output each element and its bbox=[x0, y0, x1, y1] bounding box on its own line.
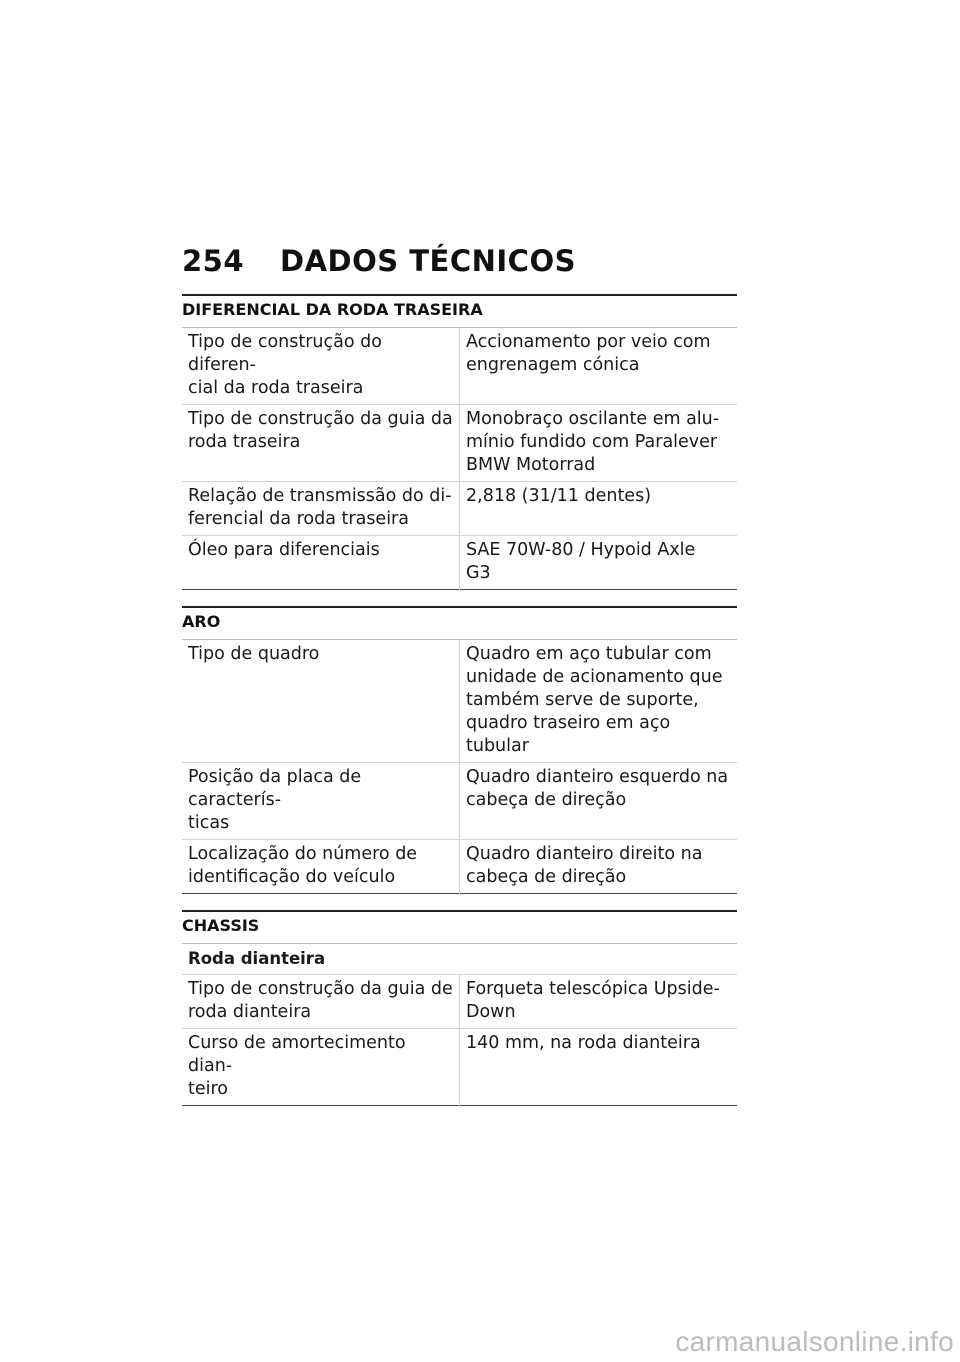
spec-label: Localização do número de identificação do veículo bbox=[182, 840, 460, 894]
spec-value: SAE 70W-80 / Hypoid Axle G3 bbox=[460, 536, 738, 590]
table-row bbox=[182, 536, 737, 590]
spec-content bbox=[182, 294, 737, 1106]
spec-label: Curso de amortecimento dian- teiro bbox=[182, 1029, 460, 1106]
section-chassis bbox=[182, 910, 737, 1106]
spec-label: Tipo de quadro bbox=[182, 640, 460, 763]
spec-label: Posição da placa de caracterís- ticas bbox=[182, 763, 460, 840]
spec-value: 2,818 (31/11 dentes) bbox=[460, 482, 738, 536]
table-subheading-row bbox=[182, 944, 737, 975]
table-row bbox=[182, 482, 737, 536]
spec-value: 140 mm, na roda dianteira bbox=[460, 1029, 738, 1106]
spec-label: Relação de transmissão do di- ferencial da roda traseira bbox=[182, 482, 460, 536]
table-subheading: Roda dianteira bbox=[188, 949, 326, 968]
spec-value: Monobraço oscilante em alu- mínio fundido com Paralever BMW Motorrad bbox=[460, 405, 738, 482]
spec-label: Tipo de construção da guia da roda traseira bbox=[182, 405, 460, 482]
spec-table bbox=[182, 943, 737, 1106]
spec-label: Tipo de construção da guia de roda dianteira bbox=[182, 975, 460, 1029]
page-title: DADOS TÉCNICOS bbox=[280, 244, 576, 278]
table-row bbox=[182, 405, 737, 482]
section-frame bbox=[182, 606, 737, 894]
spec-value: Accionamento por veio com engrenagem cónica bbox=[466, 332, 711, 375]
spec-label: Óleo para diferenciais bbox=[182, 536, 460, 590]
spec-table bbox=[182, 639, 737, 894]
table-row bbox=[182, 640, 737, 763]
section-title: CHASSIS bbox=[182, 910, 737, 943]
watermark: carmanualsonline.info bbox=[675, 1326, 954, 1357]
spec-value: Quadro em aço tubular com unidade de acionamento que também serve de suporte, quadro traseiro em aço tubular bbox=[466, 644, 723, 756]
spec-value: Quadro dianteiro direito na cabeça de direção bbox=[460, 840, 738, 894]
table-row bbox=[182, 840, 737, 894]
section-title: DIFERENCIAL DA RODA TRASEIRA bbox=[182, 294, 737, 327]
section-title: ARO bbox=[182, 606, 737, 639]
table-row bbox=[182, 1029, 737, 1106]
spec-value: Forqueta telescópica Upside- Down bbox=[460, 975, 738, 1029]
spec-label: Tipo de construção do diferen- cial da roda traseira bbox=[182, 328, 460, 405]
page-header bbox=[182, 244, 576, 278]
table-row bbox=[182, 975, 737, 1029]
table-row bbox=[182, 328, 737, 405]
section-rear-differential bbox=[182, 294, 737, 590]
page-number: 254 bbox=[182, 244, 245, 278]
spec-value: Quadro dianteiro esquerdo na cabeça de direção bbox=[460, 763, 738, 840]
spec-table bbox=[182, 327, 737, 590]
table-row bbox=[182, 763, 737, 840]
